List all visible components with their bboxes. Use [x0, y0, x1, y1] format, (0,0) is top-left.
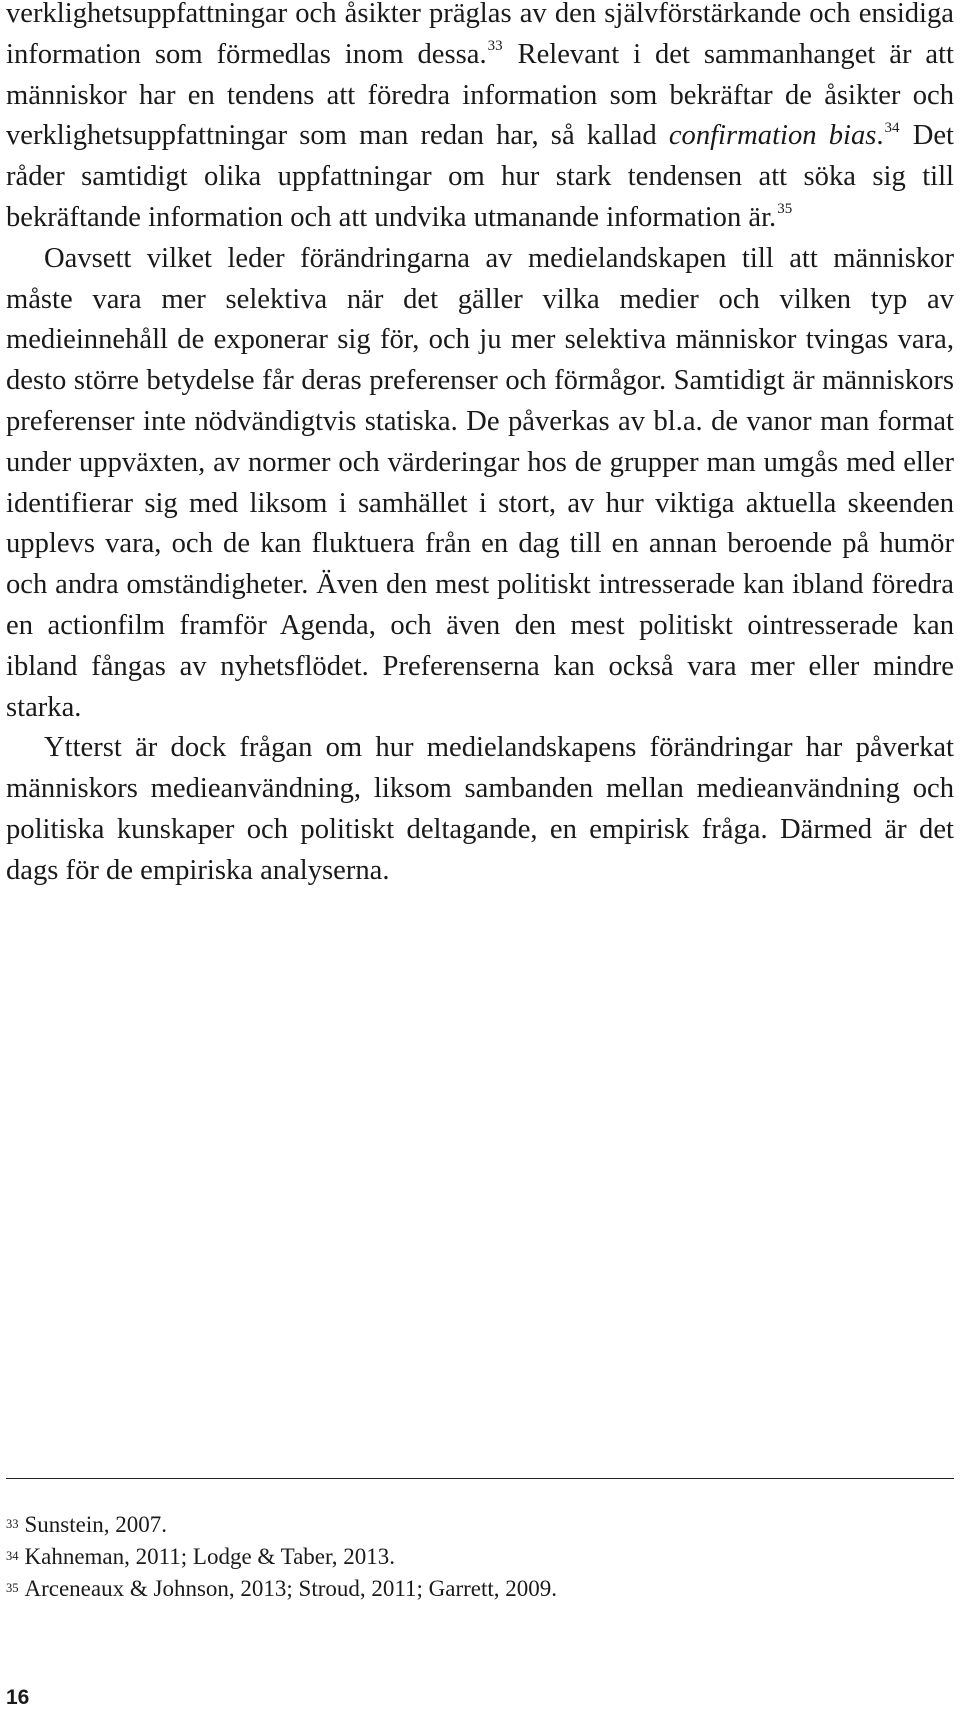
paragraph-1 — [6, 0, 954, 239]
footnote-text: Arceneaux & Johnson, 2013; Stroud, 2011; Garrett, 2009. — [24, 1575, 558, 1601]
footnotes — [6, 1509, 954, 1604]
paragraph-3: Ytterst är dock frågan om hur medielandskapens förändringar har påverkat människors medieanvändning, liksom sambanden mellan medieanvändning och politiska kunskaper och politiskt deltagande, en empirisk fråga. Därmed är det dags för de empiriska analyserna. — [6, 732, 954, 886]
footnote-34 — [6, 1541, 954, 1573]
paragraph-2: Oavsett vilket leder förändringarna av medielandskapen till att människor måste vara mer selektiva när det gäller vilka medier och vilken typ av medieinnehåll de exponerar sig för, och ju mer selektiva människor tvingas vara, desto större betydelse får deras preferenser och förmågor. Samtidigt är människors preferenser inte nödvändigtvis statiska. De påverkas av bl.a. de vanor man format under uppväxten, av normer och värderingar hos de grupper man umgås med eller identifierar sig med liksom i samhället i stort, av hur viktiga aktuella skeenden upplevs vara, och de kan fluktuera från en dag till en annan beroende på humör och andra omständigheter. Även den mest politiskt intresserade kan ibland föredra en actionfilm framför Agenda, och även den mest politiskt ointresserade kan ibland fångas av nyhetsflödet. Preferenserna kan också vara mer eller mindre starka. — [6, 242, 954, 723]
footnote-number: 33 — [6, 1517, 19, 1532]
footnote-ref-34[interactable]: 34 — [884, 119, 900, 136]
footnote-33 — [6, 1509, 954, 1541]
footnote-ref-35[interactable]: 35 — [777, 201, 793, 218]
paragraph-1-text-a: verklighetsuppfattningar och åsikter präglas av den självförstärkande och ensidiga information som förmedlas inom dessa. — [6, 0, 954, 70]
italic-term: confirmation bias — [668, 120, 877, 152]
footnote-divider — [6, 1478, 954, 1479]
footnote-text: Kahneman, 2011; Lodge & Taber, 2013. — [24, 1543, 395, 1569]
footnote-number: 35 — [6, 1580, 19, 1595]
paragraph-1-text-c: Det råder samtidigt olika uppfattningar om hur stark tendensen att söka sig till bekräftande information och att undvika utmanande information är. — [6, 120, 954, 233]
footnote-text: Sunstein, 2007. — [24, 1512, 167, 1537]
page-number: 16 — [6, 1686, 30, 1709]
footnote-ref-33[interactable]: 33 — [487, 38, 503, 55]
paragraph-1-text-b: Relevant i det sammanhanget är att människor har en tendens att föredra information som bekräftar de åsikter och verklighetsuppfattningar som man redan har, så kallad — [6, 38, 954, 152]
body-text — [6, 0, 954, 892]
footnote-number: 34 — [6, 1549, 19, 1563]
paragraph-1-period: . — [876, 120, 884, 152]
footnote-35 — [6, 1573, 954, 1605]
